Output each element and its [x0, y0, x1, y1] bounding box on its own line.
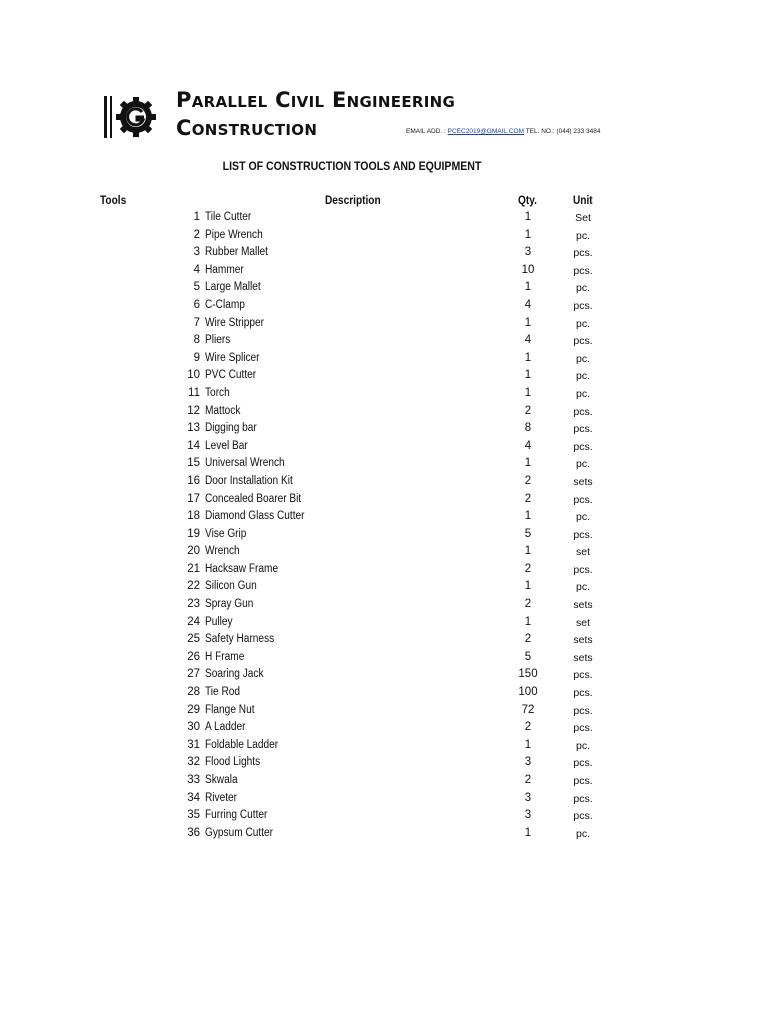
row-number: 1	[193, 211, 200, 223]
row-unit: pcs.	[573, 247, 593, 260]
row-unit: pcs.	[573, 528, 593, 541]
row-qty: 2	[524, 404, 532, 417]
row-number: 15	[187, 457, 200, 470]
row-unit: pcs.	[573, 722, 593, 735]
row-number: 11	[188, 386, 200, 399]
row-unit: pcs.	[573, 810, 593, 823]
row-number: 21	[187, 562, 200, 575]
row-number: 4	[193, 263, 200, 276]
row-number: 33	[187, 774, 200, 786]
row-qty: 2	[524, 562, 532, 575]
row-description: Diamond Glass Cutter	[205, 510, 305, 523]
table-row	[0, 614, 768, 632]
row-unit: pc.	[575, 282, 590, 295]
row-qty: 1	[524, 386, 532, 399]
row-qty: 2	[524, 721, 532, 734]
row-unit: set	[575, 546, 590, 559]
row-number: 36	[187, 826, 200, 839]
table-row	[0, 350, 768, 368]
row-unit: set	[575, 616, 590, 629]
row-description: Concealed Boarer Bit	[205, 492, 302, 505]
table-row	[0, 719, 768, 737]
row-description: Digging bar	[205, 422, 257, 435]
row-qty: 4	[524, 298, 532, 311]
row-qty: 1	[524, 738, 532, 751]
row-qty: 1	[524, 281, 532, 294]
table-row	[0, 578, 768, 596]
row-description: Pulley	[205, 615, 233, 628]
row-description: Universal Wrench	[205, 457, 285, 470]
row-description: Gypsum Cutter	[205, 826, 274, 839]
row-number: 25	[187, 633, 200, 646]
row-unit: pcs.	[573, 299, 593, 312]
column-header-tools: Tools	[100, 195, 127, 207]
row-number: 17	[187, 492, 200, 505]
row-description: Furring Cutter	[205, 809, 268, 822]
row-description: Torch	[205, 386, 230, 399]
row-number: 35	[187, 809, 200, 822]
gear-logo-icon	[115, 96, 157, 138]
row-number: 27	[187, 668, 200, 681]
table-row	[0, 790, 768, 808]
row-unit: sets	[573, 634, 593, 647]
row-unit: pc.	[575, 352, 590, 365]
row-qty: 72	[521, 703, 535, 716]
row-description: Door Installation Kit	[205, 474, 293, 487]
row-qty: 1	[524, 457, 532, 470]
row-description: Tile Cutter	[205, 211, 252, 223]
row-qty: 2	[524, 774, 532, 786]
row-unit: pcs.	[573, 792, 593, 805]
table-row	[0, 279, 768, 297]
column-header-description: Description	[325, 195, 381, 207]
row-number: 6	[193, 298, 200, 311]
row-unit: pcs.	[573, 669, 593, 682]
row-qty: 2	[524, 492, 532, 505]
row-qty: 3	[524, 756, 532, 769]
table-row	[0, 649, 768, 667]
row-unit: pc.	[575, 458, 590, 471]
table-row	[0, 508, 768, 526]
row-description: PVC Cutter	[205, 369, 257, 382]
row-number: 16	[187, 474, 200, 487]
row-qty: 1	[524, 826, 532, 839]
row-qty: 2	[524, 474, 532, 487]
row-unit: pc.	[575, 827, 590, 840]
row-description: Skwala	[205, 774, 238, 786]
table-row	[0, 825, 768, 843]
table-row	[0, 526, 768, 544]
row-number: 30	[187, 721, 200, 734]
row-number: 26	[187, 650, 200, 663]
row-description: Safety Harness	[205, 633, 275, 646]
row-description: H Frame	[205, 650, 245, 663]
row-qty: 1	[524, 510, 532, 523]
row-qty: 1	[524, 369, 532, 382]
row-qty: 1	[524, 211, 532, 223]
row-qty: 1	[524, 228, 532, 241]
table-row	[0, 473, 768, 491]
table-row	[0, 244, 768, 262]
row-number: 14	[187, 439, 200, 452]
row-description: Silicon Gun	[205, 580, 257, 593]
row-unit: pcs.	[573, 775, 593, 787]
table-row	[0, 315, 768, 333]
row-number: 7	[193, 316, 200, 329]
contact-info	[406, 128, 601, 135]
row-number: 31	[187, 738, 200, 751]
row-description: Soaring Jack	[205, 668, 264, 681]
table-row	[0, 666, 768, 684]
row-description: Riveter	[205, 791, 238, 804]
row-unit: pc.	[575, 370, 590, 383]
row-number: 32	[187, 756, 200, 769]
row-description: Flange Nut	[205, 703, 255, 716]
table-row	[0, 702, 768, 720]
table-row	[0, 807, 768, 825]
row-qty: 4	[524, 334, 532, 347]
row-number: 13	[187, 422, 200, 435]
row-description: Vise Grip	[205, 527, 247, 540]
column-header-qty: Qty.	[518, 195, 537, 207]
email-link[interactable]: PCEC2019@GMAIL.COM	[447, 128, 524, 135]
row-number: 18	[187, 510, 200, 523]
table-row	[0, 596, 768, 614]
row-unit: pcs.	[573, 423, 593, 436]
table-row	[0, 543, 768, 561]
row-qty: 3	[524, 246, 532, 259]
row-unit: pc.	[575, 387, 590, 400]
row-description: Hacksaw Frame	[205, 562, 279, 575]
row-description: Flood Lights	[205, 756, 261, 769]
row-number: 9	[193, 351, 200, 364]
row-description: Foldable Ladder	[205, 738, 279, 751]
row-qty: 1	[524, 351, 532, 364]
row-unit: pc.	[575, 317, 590, 330]
row-number: 3	[193, 246, 200, 259]
row-unit: pc.	[575, 739, 590, 752]
row-description: Mattock	[205, 404, 241, 417]
row-qty: 1	[524, 545, 532, 558]
row-number: 24	[187, 615, 200, 628]
table-row	[0, 631, 768, 649]
row-number: 20	[187, 545, 200, 558]
row-unit: pcs.	[573, 563, 593, 576]
row-description: Spray Gun	[205, 598, 254, 611]
row-qty: 100	[518, 686, 538, 699]
row-qty: 4	[524, 439, 532, 452]
row-number: 8	[193, 334, 200, 347]
row-description: Tie Rod	[205, 686, 241, 699]
company-name: Parallel Civil Engineering	[176, 88, 456, 112]
row-number: 10	[187, 369, 200, 382]
row-description: A Ladder	[205, 721, 246, 734]
row-unit: sets	[573, 475, 593, 488]
table-row	[0, 737, 768, 755]
row-unit: pc.	[575, 511, 590, 524]
row-unit: pcs.	[573, 335, 593, 348]
row-number: 23	[187, 598, 200, 611]
row-unit: pcs.	[573, 687, 593, 700]
column-header-unit: Unit	[573, 195, 593, 207]
table-row	[0, 385, 768, 403]
logo-bar	[110, 96, 112, 138]
row-unit: pcs.	[573, 704, 593, 717]
logo-bar	[104, 96, 107, 138]
row-unit: pcs.	[573, 440, 593, 453]
table-row	[0, 491, 768, 509]
row-description: Hammer	[205, 263, 244, 276]
row-qty: 3	[524, 809, 532, 822]
row-qty: 2	[524, 598, 532, 611]
table-row	[0, 420, 768, 438]
document-title: LIST OF CONSTRUCTION TOOLS AND EQUIPMENT	[222, 159, 482, 173]
table-row	[0, 227, 768, 245]
table-row	[0, 455, 768, 473]
row-qty: 3	[524, 791, 532, 804]
row-number: 28	[187, 686, 200, 699]
row-description: Pliers	[205, 334, 231, 347]
table-row	[0, 561, 768, 579]
table-row	[0, 209, 768, 227]
row-number: 34	[187, 791, 200, 804]
row-description: Wire Stripper	[205, 316, 265, 329]
row-qty: 1	[524, 316, 532, 329]
row-qty: 8	[524, 422, 532, 435]
row-unit: pcs.	[573, 405, 593, 418]
tools-table	[0, 209, 768, 842]
table-row	[0, 772, 768, 790]
row-description: Large Mallet	[205, 281, 261, 294]
row-qty: 1	[524, 580, 532, 593]
row-number: 22	[187, 580, 200, 593]
row-number: 12	[187, 404, 200, 417]
row-description: Rubber Mallet	[205, 246, 269, 259]
row-number: 19	[187, 527, 200, 540]
row-description: Pipe Wrench	[205, 228, 263, 241]
row-description: Wire Splicer	[205, 351, 260, 364]
table-row	[0, 754, 768, 772]
row-qty: 150	[518, 668, 538, 681]
row-qty: 10	[521, 263, 535, 276]
row-unit: pc.	[575, 229, 590, 242]
table-row	[0, 684, 768, 702]
row-description: C-Clamp	[205, 298, 245, 311]
row-qty: 5	[524, 527, 532, 540]
tel-number: (044) 233 3484	[556, 128, 601, 135]
email-label: EMAIL ADD. :	[406, 128, 446, 135]
row-unit: Set	[575, 212, 591, 224]
row-description: Level Bar	[205, 439, 248, 452]
row-unit: pcs.	[573, 493, 593, 506]
row-unit: sets	[573, 651, 593, 664]
row-number: 5	[193, 281, 200, 294]
tel-label: TEL. NO.:	[525, 128, 555, 135]
row-unit: sets	[573, 599, 593, 612]
row-qty: 5	[524, 650, 532, 663]
row-unit: pc.	[575, 581, 590, 594]
table-row	[0, 403, 768, 421]
table-row	[0, 332, 768, 350]
row-description: Wrench	[205, 545, 240, 558]
table-row	[0, 297, 768, 315]
table-row	[0, 367, 768, 385]
table-row	[0, 262, 768, 280]
row-number: 2	[193, 228, 200, 241]
row-unit: pcs.	[573, 757, 593, 770]
row-number: 29	[187, 703, 200, 716]
letterhead	[0, 0, 768, 150]
table-row	[0, 438, 768, 456]
row-unit: pcs.	[573, 264, 593, 277]
row-qty: 2	[524, 633, 532, 646]
row-qty: 1	[524, 615, 532, 628]
company-name-line2: Construction	[176, 116, 318, 140]
